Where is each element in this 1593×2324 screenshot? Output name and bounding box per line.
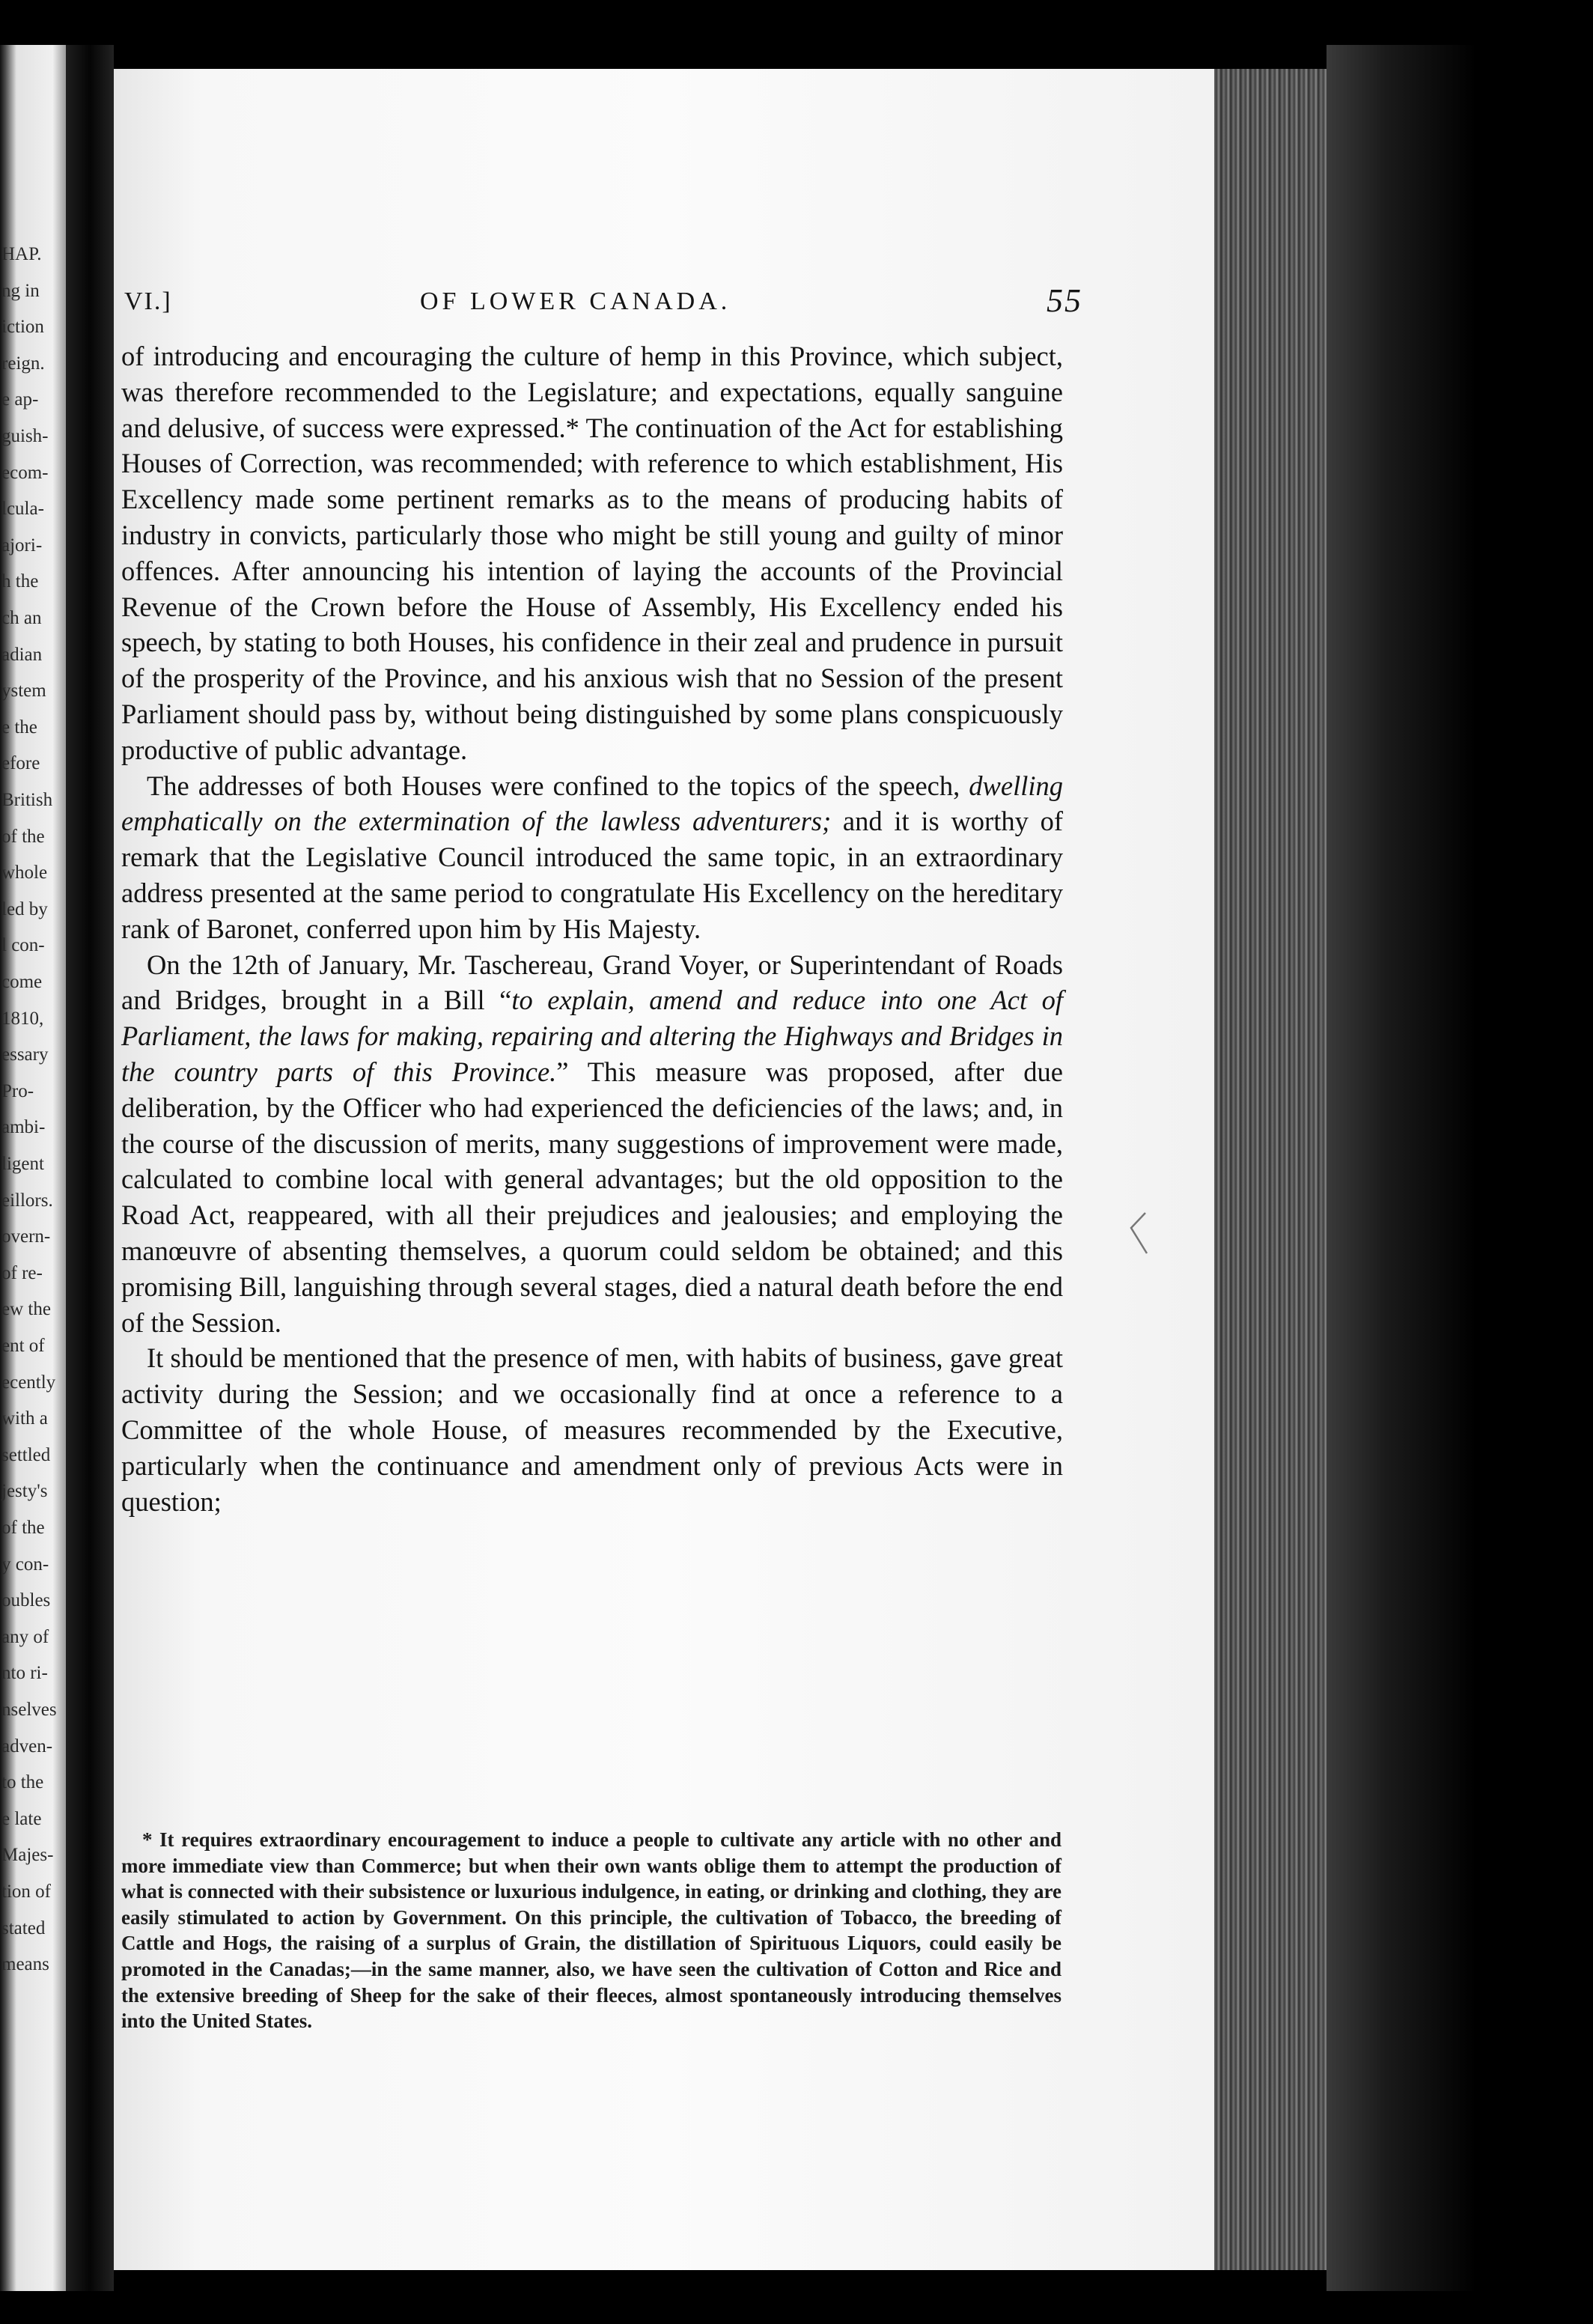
page-number: 55 [1047, 282, 1082, 319]
footnote [121, 1827, 1062, 2034]
text-run: ” This measure was proposed, after due deliberation, by the Officer who had experienced the deficiencies of the laws; and, in the course of the discussion of merits, many suggestions of improvement were made, calculated to combine local with general advantages; but the old opposition to the Road Act, reappeared, with all their prejudices and jealousies; and employing the manœuvre of absenting themselves, a quorum could seldom be obtained; and this promising Bill, languishing through several stages, died a natural death before the end of the Session. [121, 1056, 1063, 1338]
facing-page-fragment: ecom- [1, 462, 49, 483]
facing-page-fragment: led by [1, 898, 48, 919]
facing-page-fragment: h the [1, 571, 39, 592]
facing-page-fragment: oubles [1, 1590, 51, 1611]
facing-page-fragment: ch an [1, 608, 42, 628]
italic-text: to explain, amend and reduce into one Act of Parliament, the laws for making, repairing and altering the Highways and Bridges in the country parts of this Province. [121, 985, 1063, 1087]
main-text [121, 338, 1063, 1519]
facing-page-fragment: whole [1, 863, 48, 883]
facing-page-fragment: nto ri- [1, 1663, 48, 1684]
facing-page-fragment: of the [1, 826, 45, 847]
page-block-edge [1214, 69, 1327, 2270]
facing-page-fragment: e ap- [1, 389, 39, 410]
facing-page-fragment: e late [1, 1808, 42, 1829]
facing-page-fragment: essary [1, 1044, 49, 1065]
text-run: It should be mentioned that the presence of men, with habits of business, gave great activity during the Session; and we occasionally find at once a reference to a Committee of the whole House, of measures recommended by the Executive, particularly when the continuance and amendment only of previous Acts were in question; [121, 1342, 1063, 1517]
facing-page-fragment: overn- [1, 1226, 51, 1247]
facing-page-fragment: efore [1, 753, 40, 774]
text-run: of introducing and encouraging the culture of hemp in this Province, which subject, was therefore recommended to the Legislature; and expectations, equally sanguine and delusive, of success were expressed.* The continuation of the Act for establishing Houses of Correction, was recommended; with reference to which establishment, His Excellency made some pertinent remarks as to the means of producing habits of industry in convicts, particularly those who might be still young and guilty of minor offences. After announcing his intention of laying the accounts of the Provincial Revenue of the Crown before the House of Assembly, His Excellency ended his speech, by stating to both Houses, his confidence in their zeal and prudence in pursuit of the prosperity of the Province, and his anxious wish that no Session of the present Parliament should pass by, without being distinguished by some plans conspicuously productive of public advantage. [121, 341, 1063, 765]
facing-page-fragment: British [1, 790, 53, 810]
facing-page-fragment: iction [1, 317, 44, 338]
facing-page-fragment: eillors. [1, 1190, 53, 1211]
text-run: The addresses of both Houses were confined to the topics of the speech, [147, 770, 969, 801]
chapter-marker: VI.] [124, 288, 172, 315]
facing-page-fragment: Majes- [1, 1845, 54, 1866]
facing-page-fragment: l con- [1, 935, 45, 956]
facing-page-fragment: of the [1, 1518, 45, 1538]
facing-page-fragment: ent of [1, 1336, 45, 1356]
facing-page-fragment: of re- [1, 1262, 43, 1283]
facing-page-fragment: e the [1, 717, 37, 737]
facing-page-fragment: ecently [1, 1372, 56, 1393]
facing-page-fragment: ng in [1, 280, 40, 301]
pencil-margin-mark [1129, 1211, 1148, 1255]
facing-page-fragment: stated [1, 1917, 46, 1938]
page-header [124, 279, 1082, 338]
paragraph [121, 1340, 1063, 1519]
facing-page-fragment: come [1, 972, 43, 992]
running-title: OF LOWER CANADA. [420, 288, 731, 315]
facing-page-fragment: adven- [1, 1736, 53, 1756]
book-gutter [66, 45, 114, 2291]
facing-page-fragment: ajori- [1, 535, 43, 556]
book-page [114, 69, 1214, 2270]
facing-page-fragment: nselves [1, 1700, 57, 1720]
facing-page-fragment: ligent [1, 1154, 44, 1174]
italic-text: dwelling emphatically on the extermination of the lawless adventurers; [121, 770, 1063, 837]
facing-page-fragment: jesty's [1, 1481, 48, 1502]
facing-page-fragment: means [1, 1954, 49, 1975]
facing-page-fragment: 1810, [1, 1008, 44, 1029]
facing-page-fragment: any of [1, 1626, 49, 1647]
facing-page-fragment: tion of [1, 1882, 51, 1902]
facing-page-fragment: lcula- [1, 499, 44, 520]
facing-page-fragment: reign. [1, 353, 45, 374]
footnote-text: * It requires extraordinary encouragement to induce a people to cultivate any article with no other and more immediate view than Commerce; but when their own wants oblige them to attempt the production of what is connected with their subsistence or luxurious indulgence, in eating, or drinking and clothing, they are easily stimulated to action by Government. On this principle, the cultivation of Tobacco, the breeding of Cattle and Hogs, the raising of a surplus of Grain, the distillation of Spirituous Liquors, could easily be promoted in the Canadas;—in the same manner, also, we have seen the cultivation of Cotton and Rice and the extensive breeding of Sheep for the sake of their fleeces, almost spontaneously introducing themselves into the United States. [121, 1828, 1062, 2033]
facing-page-fragment: with a [1, 1408, 48, 1429]
facing-page-fragment: HAP. [1, 244, 42, 264]
facing-page-fragment: guish- [1, 426, 49, 446]
facing-page-edge [0, 45, 66, 2291]
paragraph [121, 768, 1063, 947]
facing-page-fragment: Pro- [1, 1080, 34, 1101]
facing-page-fragment: y con- [1, 1554, 49, 1575]
facing-page-fragment: ambi- [1, 1117, 46, 1138]
facing-page-fragment: settled [1, 1444, 51, 1465]
facing-page-fragment: ew the [1, 1299, 51, 1320]
text-run: On the 12th of January, Mr. Taschereau, Grand Voyer, or Superintendant of Roads and Bridges, brought in a Bill “ [121, 949, 1063, 1016]
facing-page-fragment: ystem [1, 681, 46, 702]
facing-page-fragment: adian [1, 644, 43, 665]
book-cover-edge [1327, 45, 1476, 2291]
text-run: and it is worthy of remark that the Legislative Council introduced the same topic, in an extraordinary address presented at the same period to congratulate His Excellency on the hereditary rank of Baronet, conferred upon him by His Majesty. [121, 806, 1063, 944]
paragraph [121, 947, 1063, 1341]
facing-page-fragment: to the [1, 1772, 44, 1793]
paragraph [121, 338, 1063, 768]
